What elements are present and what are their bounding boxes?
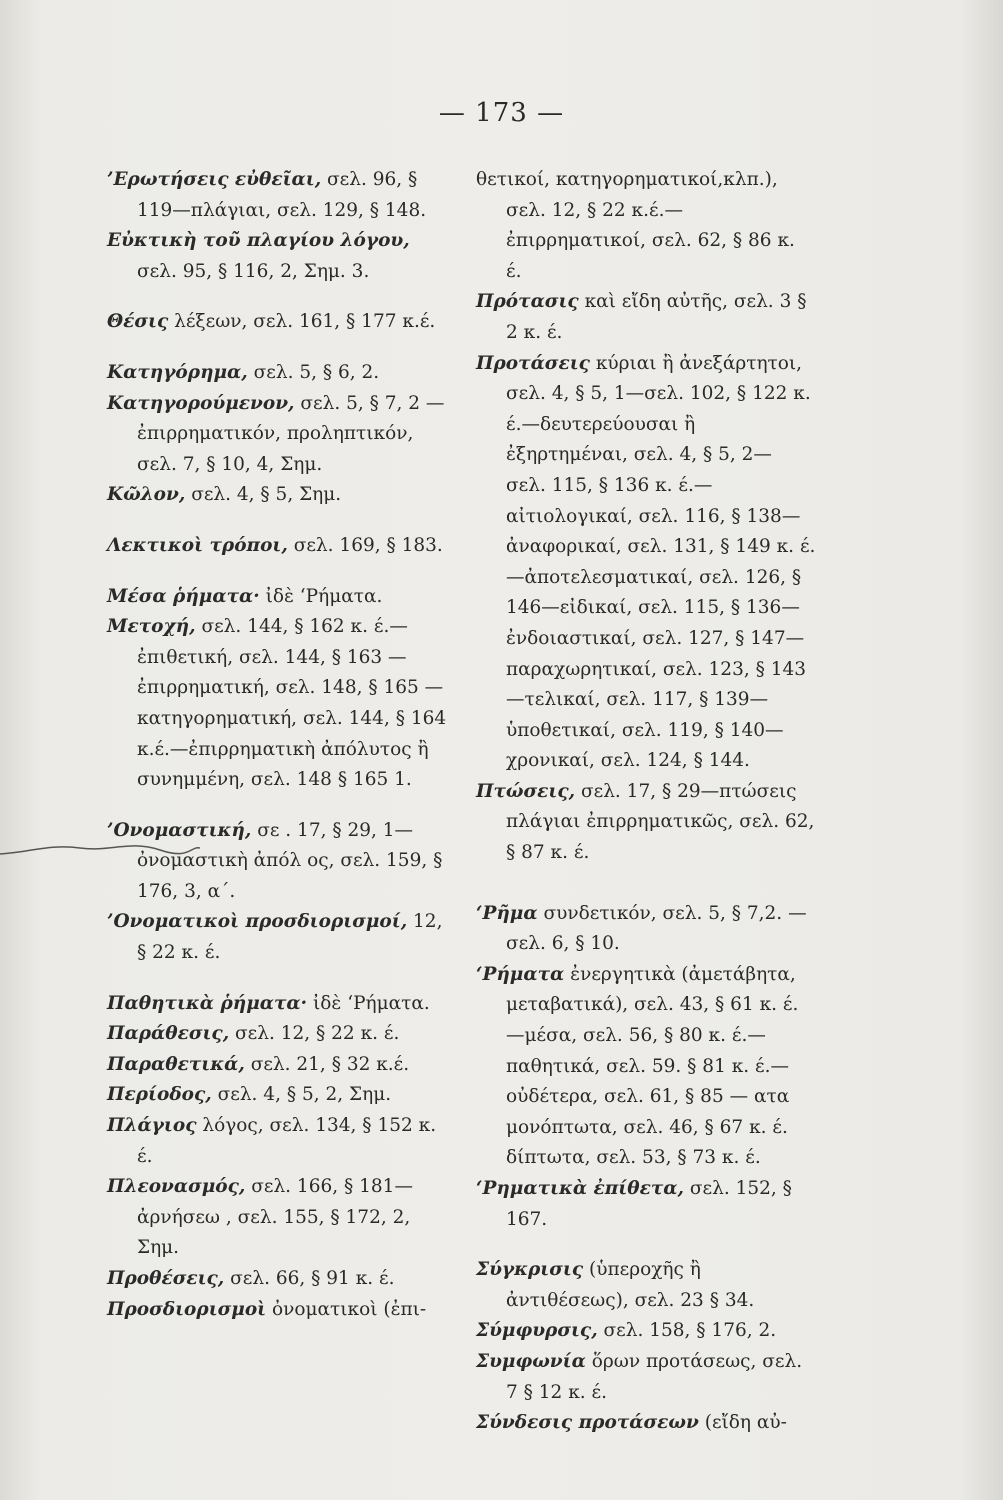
index-entry: Κατηγορούμενον, σελ. 5, § 7, 2 — ἐπιρρηματικόν, προληπτικόν, σελ. 7, § 10, 4, Σημ.: [107, 392, 445, 475]
index-entry: Παράθεσις, σελ. 12, § 22 κ. έ.: [107, 1023, 400, 1045]
index-entry: Κατηγόρημα, σελ. 5, § 6, 2.: [107, 361, 380, 383]
index-entry: Εὐκτικὴ τοῦ πλαγίου λόγου, σελ. 95, § 116, 2, Σημ. 3.: [107, 230, 410, 282]
index-left-column: [107, 165, 452, 1325]
page-number: — 173 —: [438, 98, 565, 128]
index-entry: Περίοδος, σελ. 4, § 5, 2, Σημ.: [107, 1084, 392, 1106]
index-entry: ’Ονομαστική, σε . 17, § 29, 1— ὀνομαστικὴ ἀπόλ ος, σελ. 159, § 176, 3, α΄.: [107, 819, 443, 902]
index-entry: Παθητικὰ ῥήματα· ἰδὲ ‘Ρήματα.: [107, 992, 430, 1014]
index-entry: Μετοχή, σελ. 144, § 162 κ. έ.— ἐπιθετική, σελ. 144, § 163 — ἐπιρρηματική, σελ. 148, § 165 —κατηγορηματική, σελ. 144, § 164 κ.έ.—ἐπιρρηματικὴ ἀπόλυτος ἢ συνημμένη, σελ. 148 § 165 1.: [107, 616, 447, 791]
index-right-column: [476, 165, 816, 1439]
index-entry: Πτώσεις, σελ. 17, § 29—πτώσεις πλάγιαι ἐπιρρηματικῶς, σελ. 62, § 87 κ. έ.: [476, 780, 815, 864]
index-entry: Προθέσεις, σελ. 66, § 91 κ. έ.: [107, 1268, 395, 1289]
index-entry: θετικοί, κατηγορηματικοί,κλπ.), σελ. 12, § 22 κ.έ.—ἐπιρρηματικοί, σελ. 62, § 86 κ. έ.: [476, 169, 795, 282]
index-entry: ‘Ρῆμα συνδετικόν, σελ. 5, § 7,2. —σελ. 6, § 10.: [476, 902, 807, 955]
index-entry: Συμφωνία ὅρων προτάσεως, σελ. 7 § 12 κ. έ.: [476, 1350, 803, 1403]
index-entry: ‘Ρηματικὰ ἐπίθετα, σελ. 152, § 167.: [476, 1178, 792, 1230]
index-entry: Μέσα ῥήματα· ἰδὲ ‘Ρήματα.: [107, 585, 383, 607]
index-entry: Πλάγιος λόγος, σελ. 134, § 152 κ. έ.: [107, 1115, 437, 1167]
index-entry: Σύμφυρσις, σελ. 158, § 176, 2.: [476, 1320, 777, 1342]
index-entry: Λεκτικοὶ τρόποι, σελ. 169, § 183.: [107, 534, 443, 556]
index-entry: Σύγκρισις (ὑπεροχῆς ἢ ἀντιθέσεως), σελ. 23 § 34.: [476, 1259, 755, 1311]
index-entry: ’Ονοματικοὶ προσδιορισμοί, 12, § 22 κ. έ.: [107, 911, 443, 964]
index-entry: Σύνδεσις προτάσεων (εἴδη αὐ-: [476, 1412, 787, 1434]
index-entry: Προτάσεις κύριαι ἢ ἀνεξάρτητοι, σελ. 4, § 5, 1—σελ. 102, § 122 κ. έ.—δευτερεύουσαι ἢ ἐξηρτημέναι, σελ. 4, § 5, 2— σελ. 115, § 136 κ. έ.—αἰτιολογικαί, σελ. 116, § 138—ἀναφορικαί, σελ. 131, § 149 κ. έ.—ἀποτελεσματικαί, σελ. 126, § 146—εἰδικαί, σελ. 115, § 136—ἐνδοιαστικαί, σελ. 127, § 147—παραχωρητικαί, σελ. 123, § 143—τελικαί, σελ. 117, § 139—ὑποθετικαί, σελ. 119, § 140—χρονικαί, σελ. 124, § 144.: [476, 352, 816, 772]
index-entry: Θέσις λέξεων, σελ. 161, § 177 κ.έ.: [107, 311, 436, 333]
index-entry: Κῶλον, σελ. 4, § 5, Σημ.: [107, 484, 342, 506]
index-entry: Πλεονασμός, σελ. 166, § 181— ἀρνήσεω , σελ. 155, § 172, 2, Σημ.: [107, 1176, 413, 1259]
index-entry: ’Ερωτήσεις εὐθεῖαι, σελ. 96, § 119—πλάγιαι, σελ. 129, § 148.: [107, 169, 427, 221]
index-entry: Πρότασις καὶ εἴδη αὐτῆς, σελ. 3 § 2 κ. έ.: [476, 291, 807, 343]
index-entry: Παραθετικά, σελ. 21, § 32 κ.έ.: [107, 1053, 410, 1075]
index-entry: Προσδιορισμοὶ ὀνοματικοὶ (ἐπι-: [107, 1298, 427, 1320]
index-entry: ‘Ρήματα ἐνεργητικὰ (ἀμετάβητα, μεταβατικά), σελ. 43, § 61 κ. έ.—μέσα, σελ. 56, § 80 κ. έ.—παθητικά, σελ. 59. § 81 κ. έ.—οὐδέτερα, σελ. 61, § 85 — ατα μονόπτωτα, σελ. 46, § 67 κ. έ. δίπτωτα, σελ. 53, § 73 κ. έ.: [476, 963, 799, 1169]
